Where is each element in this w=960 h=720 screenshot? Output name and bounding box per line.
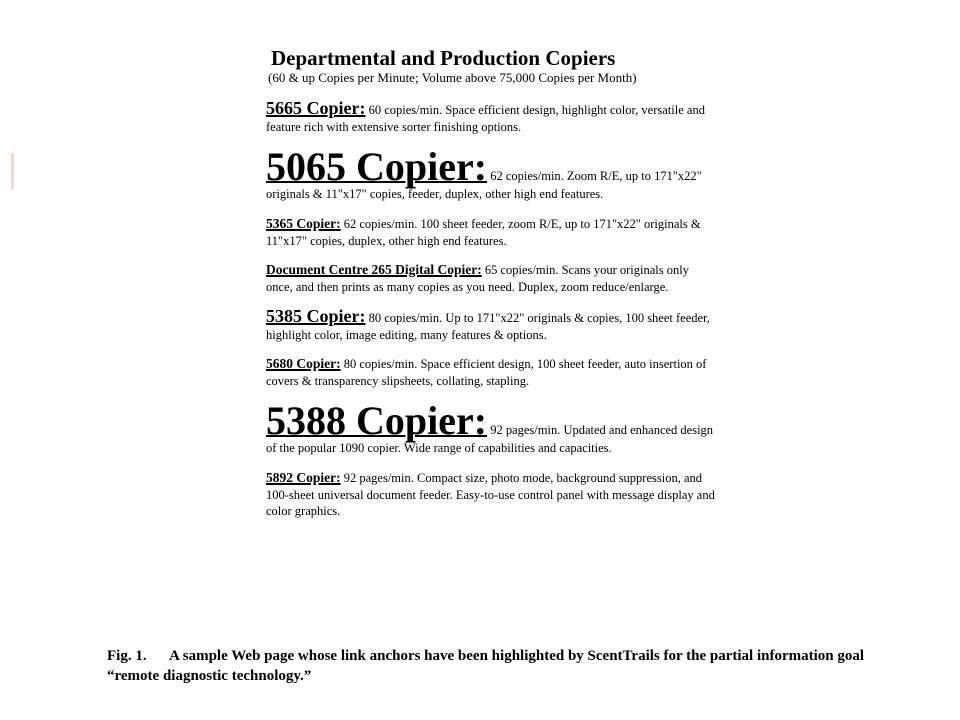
entry-description: 65 copies/min. Scans your originals only once, and then prints as many copies as you need. Duplex, zoom reduce/enlarge. (266, 263, 689, 294)
figure-label: Fig. 1. (107, 648, 147, 664)
entry-description: 92 pages/min. Updated and enhanced design of the popular 1090 copier. Wide range of capabilities and capacities. (266, 423, 714, 455)
link-anchor-5892[interactable]: 5892 Copier: (266, 470, 341, 485)
entry-description: 60 copies/min. Space efficient design, highlight color, versatile and feature rich with extensive sorter finishing options. (266, 103, 705, 134)
link-anchor-5680[interactable]: 5680 Copier: (266, 356, 341, 371)
copier-entry (266, 308, 716, 343)
link-anchor-5385[interactable]: 5385 Copier: (266, 306, 366, 326)
link-anchor-5065[interactable]: 5065 Copier: (266, 144, 488, 189)
copier-entry (266, 100, 716, 135)
sample-web-page (266, 46, 716, 533)
link-anchor-document-centre-265[interactable]: Document Centre 265 Digital Copier: (266, 262, 482, 277)
left-edge-mark (11, 153, 14, 189)
link-anchor-5365[interactable]: 5365 Copier: (266, 216, 341, 231)
link-anchor-5388[interactable]: 5388 Copier: (266, 398, 488, 443)
copier-entry (266, 262, 716, 295)
entry-description: 62 copies/min. 100 sheet feeder, zoom R/E, up to 171"x22" originals & 11"x17" copies, duplex, other high end features. (266, 217, 701, 248)
copier-entry (266, 470, 716, 520)
entry-description: 62 copies/min. Zoom R/E, up to 171"x22" originals & 11"x17" copies, feeder, duplex, other high end features. (266, 169, 702, 201)
entry-description: 80 copies/min. Space efficient design, 100 sheet feeder, auto insertion of covers & transparency slipsheets, collating, stapling. (266, 357, 707, 388)
copier-entry (266, 144, 716, 203)
copier-entry (266, 216, 716, 249)
entry-description: 80 copies/min. Up to 171"x22" originals & copies, 100 sheet feeder, highlight color, image editing, many features & options. (266, 311, 710, 342)
figure-caption (107, 646, 907, 686)
copier-entry (266, 356, 716, 389)
copier-entry (266, 398, 716, 457)
link-anchor-5665[interactable]: 5665 Copier: (266, 98, 366, 118)
page-title: Departmental and Production Copiers (271, 46, 616, 70)
page-subtitle: (60 & up Copies per Minute; Volume above 75,000 Copies per Month) (268, 70, 637, 85)
caption-text: A sample Web page whose link anchors have been highlighted by ScentTrails for the partial information goal “remote diagnostic technology.” (107, 648, 865, 684)
entry-description: 92 pages/min. Compact size, photo mode, background suppression, and 100-sheet universal document feeder. Easy-to-use control panel with message display and color graphics. (266, 471, 715, 518)
